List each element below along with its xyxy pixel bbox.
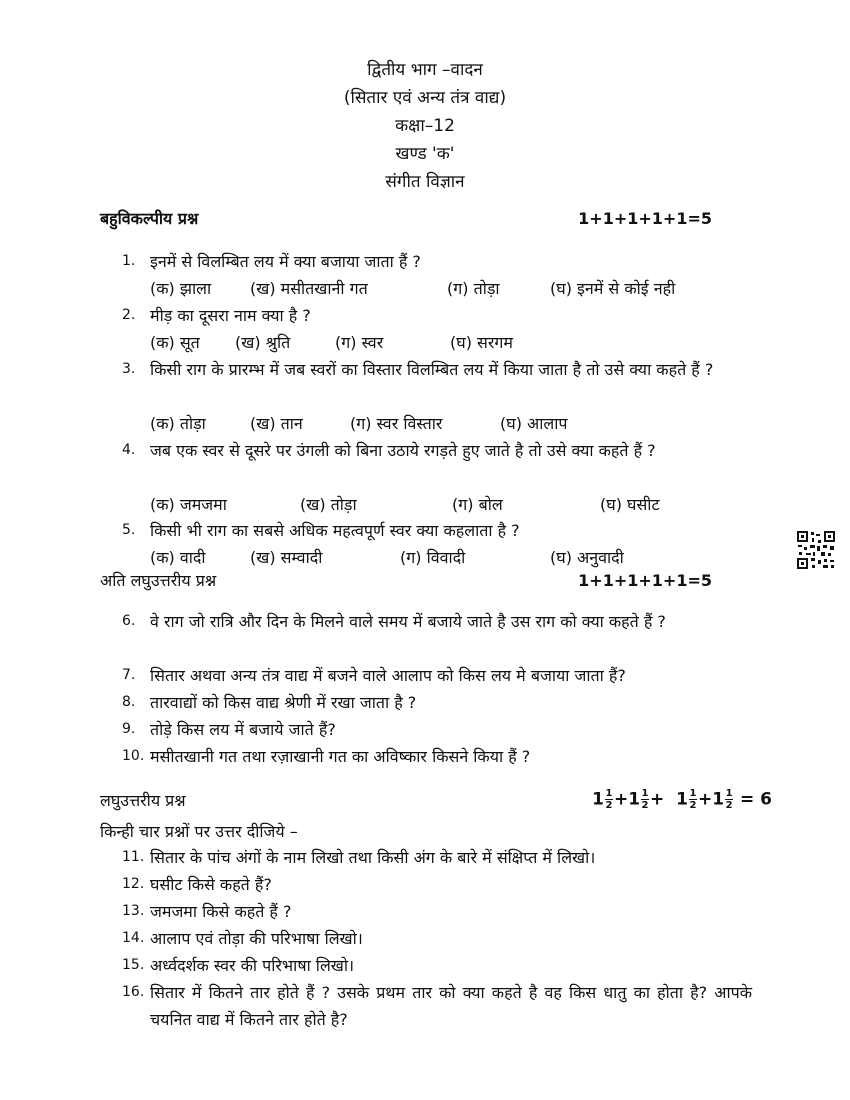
option-d: (घ) घसीट bbox=[600, 495, 660, 514]
question-text: मसीतखानी गत तथा रज़ाखानी गत का अविष्कार किसने किया हैं ? bbox=[150, 747, 531, 766]
option-a: (क) जमजमा bbox=[150, 495, 227, 514]
option-a: (क) झाला bbox=[150, 279, 212, 298]
section-title: लघुउत्तरीय प्रश्न bbox=[100, 790, 186, 810]
section-short-header bbox=[100, 788, 772, 811]
question-text: मीड़ का दूसरा नाम क्या है ? bbox=[150, 306, 311, 325]
option-b: (ख) श्रुति bbox=[235, 333, 291, 352]
option-d: (घ) आलाप bbox=[500, 414, 568, 433]
instrument-subtitle: (सितार एवं अन्य तंत्र वाद्य) bbox=[343, 88, 507, 108]
paper-header bbox=[0, 56, 850, 196]
question-text: किसी भी राग का सबसे अधिक महत्वपूर्ण स्वर क्या कहलाता है ? bbox=[150, 521, 520, 540]
option-d: (घ) सरगम bbox=[450, 333, 513, 352]
question-text: घसीट किसे कहते हैं? bbox=[150, 875, 272, 894]
question-8 bbox=[122, 689, 762, 716]
option-c: (ग) बोल bbox=[452, 495, 503, 514]
option-c: (ग) स्वर bbox=[335, 333, 384, 352]
option-a: (क) वादी bbox=[150, 548, 206, 567]
section-title: अति लघुउत्तरीय प्रश्न bbox=[100, 571, 217, 590]
question-9 bbox=[122, 716, 762, 743]
part-title: द्वितीय भाग –वादन bbox=[367, 60, 483, 80]
option-a: (क) सूत bbox=[150, 333, 200, 352]
question-16 bbox=[122, 979, 752, 1033]
section-marks: 1 $\frac{1}{2}$ +1 $\frac{1}{2}$ + 1 $\frac{1}{2}$ +1 $\frac{1}{2}$ = 6 bbox=[592, 788, 772, 811]
question-number: 11. bbox=[122, 849, 145, 865]
question-number: 5. bbox=[122, 522, 136, 538]
question-text: तोड़े किस लय में बजाये जाते हैं? bbox=[150, 720, 336, 739]
question-number: 12. bbox=[122, 876, 145, 892]
option-c: (ग) स्वर विस्तार bbox=[350, 414, 443, 433]
question-text: इनमें से विलम्बित लय में क्या बजाया जाता हैं ? bbox=[150, 252, 421, 271]
question-2 bbox=[122, 302, 752, 329]
question-number: 15. bbox=[122, 957, 145, 973]
question-text: तारवाद्यों को किस वाद्य श्रेणी में रखा जाता है ? bbox=[150, 693, 417, 712]
question-number: 6. bbox=[122, 613, 136, 629]
subject-title: संगीत विज्ञान bbox=[385, 172, 465, 192]
question-text: सितार अथवा अन्य तंत्र वाद्य में बजने वाले आलाप को किस लय मे बजाया जाता हैं? bbox=[150, 666, 626, 685]
question-number: 14. bbox=[122, 930, 145, 946]
question-15 bbox=[122, 952, 762, 979]
option-c: (ग) विवादी bbox=[400, 548, 466, 567]
section-marks: 1+1+1+1+1=5 bbox=[578, 208, 712, 228]
option-c: (ग) तोड़ा bbox=[447, 279, 500, 298]
question-text: आलाप एवं तोड़ा की परिभाषा लिखो। bbox=[150, 929, 363, 948]
question-number: 2. bbox=[122, 307, 136, 323]
option-b: (ख) तान bbox=[250, 414, 303, 433]
question-number: 8. bbox=[122, 694, 136, 710]
question-12 bbox=[122, 871, 762, 898]
question-text: सितार के पांच अंगों के नाम लिखो तथा किसी अंग के बारे में संक्षिप्त में लिखो। bbox=[150, 848, 596, 867]
qr-code-icon bbox=[796, 530, 836, 570]
question-text: वे राग जो रात्रि और दिन के मिलने वाले समय में बजाये जाते है उस राग को क्या कहते हैं ? bbox=[150, 612, 666, 631]
question-11 bbox=[122, 844, 762, 871]
question-number: 1. bbox=[122, 253, 136, 269]
section-marks: 1+1+1+1+1=5 bbox=[578, 570, 712, 590]
question-3 bbox=[122, 356, 752, 383]
section-title: बहुविकल्पीय प्रश्न bbox=[100, 209, 199, 228]
question-text: सितार में कितने तार होते हैं ? उसके प्रथम तार को क्या कहते है वह किस धातु का होता है? आपके चयनित वाद्य में कितने तार होते है? bbox=[150, 983, 752, 1029]
question-number: 3. bbox=[122, 361, 136, 377]
question-14 bbox=[122, 925, 762, 952]
question-number: 16. bbox=[122, 984, 145, 1000]
option-b: (ख) मसीतखानी गत bbox=[250, 279, 368, 298]
question-10 bbox=[122, 743, 762, 770]
class-label: कक्षा–12 bbox=[395, 116, 455, 136]
question-6 bbox=[122, 608, 752, 635]
instruction-text: किन्ही चार प्रश्नों पर उत्तर दीजिये – bbox=[100, 822, 298, 841]
question-text: अर्ध्वदर्शक स्वर की परिभाषा लिखो। bbox=[150, 956, 355, 975]
section-label: खण्ड 'क' bbox=[395, 144, 455, 164]
question-number: 9. bbox=[122, 721, 136, 737]
option-b: (ख) सम्वादी bbox=[250, 548, 323, 567]
question-number: 10. bbox=[122, 748, 145, 764]
question-13 bbox=[122, 898, 762, 925]
question-4 bbox=[122, 437, 752, 464]
question-number: 7. bbox=[122, 667, 136, 683]
question-number: 13. bbox=[122, 903, 145, 919]
question-text: जमजमा किसे कहते हैं ? bbox=[150, 902, 292, 921]
option-a: (क) तोड़ा bbox=[150, 414, 206, 433]
option-b: (ख) तोड़ा bbox=[300, 495, 357, 514]
section-mcq-header bbox=[100, 207, 712, 229]
question-number: 4. bbox=[122, 442, 136, 458]
option-d: (घ) इनमें से कोई नही bbox=[550, 279, 676, 298]
question-text: जब एक स्वर से दूसरे पर उंगली को बिना उठाये रगड़ते हुए जाते है तो उसे क्या कहते हैं ? bbox=[150, 441, 656, 460]
option-d: (घ) अनुवादी bbox=[550, 548, 624, 567]
question-5 bbox=[122, 517, 752, 544]
question-text: किसी राग के प्रारम्भ में जब स्वरों का विस्तार विलम्बित लय में किया जाता है तो उसे क्या कहते हैं ? bbox=[150, 360, 714, 379]
question-7 bbox=[122, 662, 762, 689]
question-1 bbox=[122, 248, 752, 275]
section-very-short-header bbox=[100, 569, 712, 591]
